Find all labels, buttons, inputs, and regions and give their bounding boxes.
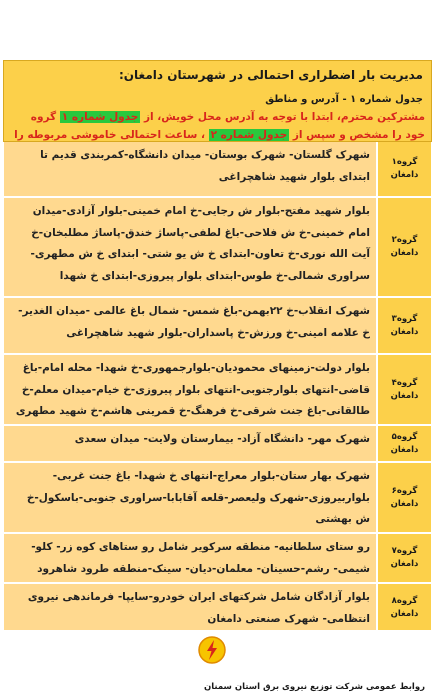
group-city: دامغان xyxy=(390,498,419,509)
table-row xyxy=(4,298,431,355)
group-number: گروه۸ xyxy=(391,596,418,606)
group-addresses: شهرک مهر- دانشگاه آزاد- بیمارستان ولایت- میدان سعدی xyxy=(4,426,376,461)
group-addresses: شهرک انقلاب-خ ۲۲بهمن-باغ شمس- شمال باغ عالمی -میدان الغدیر-خ علامه امینی-خ ورزش-خ پاسداران-بلوار شهید شاهچراغی xyxy=(4,298,376,353)
top-blank-area xyxy=(0,0,435,60)
page-title: مدیریت بار اضطراری احتمالی در شهرستان دامغان: xyxy=(119,68,423,82)
group-number: گروه۴ xyxy=(391,377,418,388)
group-number: گروه۶ xyxy=(391,485,418,496)
notice-part-2: گروه خود را مشخص و سپس از xyxy=(30,111,425,141)
table-subtitle: جدول شماره ۱ - آدرس و مناطق xyxy=(265,94,423,105)
notice-part-3: ، ساعت احتمالی خاموشی مربوطه را xyxy=(14,129,205,141)
group-label xyxy=(376,198,431,296)
group-label xyxy=(376,426,431,461)
footer xyxy=(0,630,435,700)
table-row xyxy=(4,142,431,198)
group-addresses: رو ستای سلطانیه- منطقه سرکویر شامل رو ستاهای کوه زر- کلو- شیمی- رشم-حسینان- معلمان-دیان- سینک-منطقه طرود شاهرود xyxy=(4,534,376,582)
group-label xyxy=(376,298,431,353)
footer-text: روابط عمومی شرکت توزیع نیروی برق استان سمنان xyxy=(203,682,425,692)
notice-highlight-2: جدول شماره ۲ xyxy=(210,129,288,141)
group-label xyxy=(376,355,431,424)
group-city: دامغان xyxy=(390,444,419,455)
group-addresses: بلوار دولت-زمینهای محمودیان-بلوارجمهوری-خ شهدا- محله امام-باغ قاضی-انتهای بلوارجنوبی-انتهای بلوار پیروزی-خ خیام-میدان معلم-خ طالقانی-باغ جنت شرقی-خ فرهنگ-خ قمرینی هاشم-خ شهید مطهری xyxy=(4,355,376,424)
group-city: دامغان xyxy=(390,326,419,337)
group-city: دامغان xyxy=(390,559,419,569)
groups-table xyxy=(4,142,431,634)
group-addresses: شهرک گلستان- شهرک بوستان- میدان دانشگاه-کمربندی قدیم تا ابتدای بلوار شهید شاهچراغی xyxy=(4,142,376,196)
group-addresses: شهرک بهار ستان-بلوار معراج-انتهای خ شهدا- باغ جنت غربی-بلواربیروزی-شهرک ولیعصر-قلعه آقابابا-سراوری جنوبی-باسکول-خ ش بهشتی xyxy=(4,463,376,532)
group-label xyxy=(376,142,431,196)
table-row xyxy=(4,198,431,298)
notice-part-1: مشترکین محترم، ابتدا با توجه به آدرس محل خویش، از xyxy=(144,111,425,123)
group-label xyxy=(376,534,431,582)
group-city: دامغان xyxy=(390,609,419,619)
group-city: دامغان xyxy=(390,390,419,401)
group-number: گروه۵ xyxy=(391,431,418,442)
group-number: گروه۷ xyxy=(391,546,418,556)
group-addresses: بلوار شهید مفتح-بلوار ش رجایی-خ امام خمینی-بلوار آزادی-میدان امام خمینی-خ ش فلاحی-باغ لطفی-پاساژ خندق-پاساژ مطلبخان-خ آیت الله نوری-خ تعاون-ابتدای خ ش یو شتی- ابتدای خ ش مطهری- سراوری شمالی-خ طوس-ابتدای بلوار پیروزی-ابتدای خ شهدا xyxy=(4,198,376,296)
group-addresses: بلوار آزادگان شامل شرکتهای ایران خودرو-سایپا- فرماندهی نیروی انتظامی- شهرک صنعتی دامغان xyxy=(4,584,376,632)
table-row xyxy=(4,355,431,426)
electricity-lightning-logo-icon xyxy=(198,636,226,664)
group-number: گروه۲ xyxy=(391,235,418,245)
table-row xyxy=(4,584,431,634)
group-label xyxy=(376,584,431,632)
group-city: دامغان xyxy=(390,170,419,180)
table-row xyxy=(4,534,431,584)
group-label xyxy=(376,463,431,532)
group-city: دامغان xyxy=(390,248,419,258)
table-row xyxy=(4,463,431,534)
group-number: گروه۳ xyxy=(391,313,418,324)
header-box xyxy=(3,60,432,142)
group-number: گروه۱ xyxy=(391,157,418,167)
notice-highlight-1: جدول شماره ۱ xyxy=(61,111,139,123)
table-row xyxy=(4,426,431,463)
